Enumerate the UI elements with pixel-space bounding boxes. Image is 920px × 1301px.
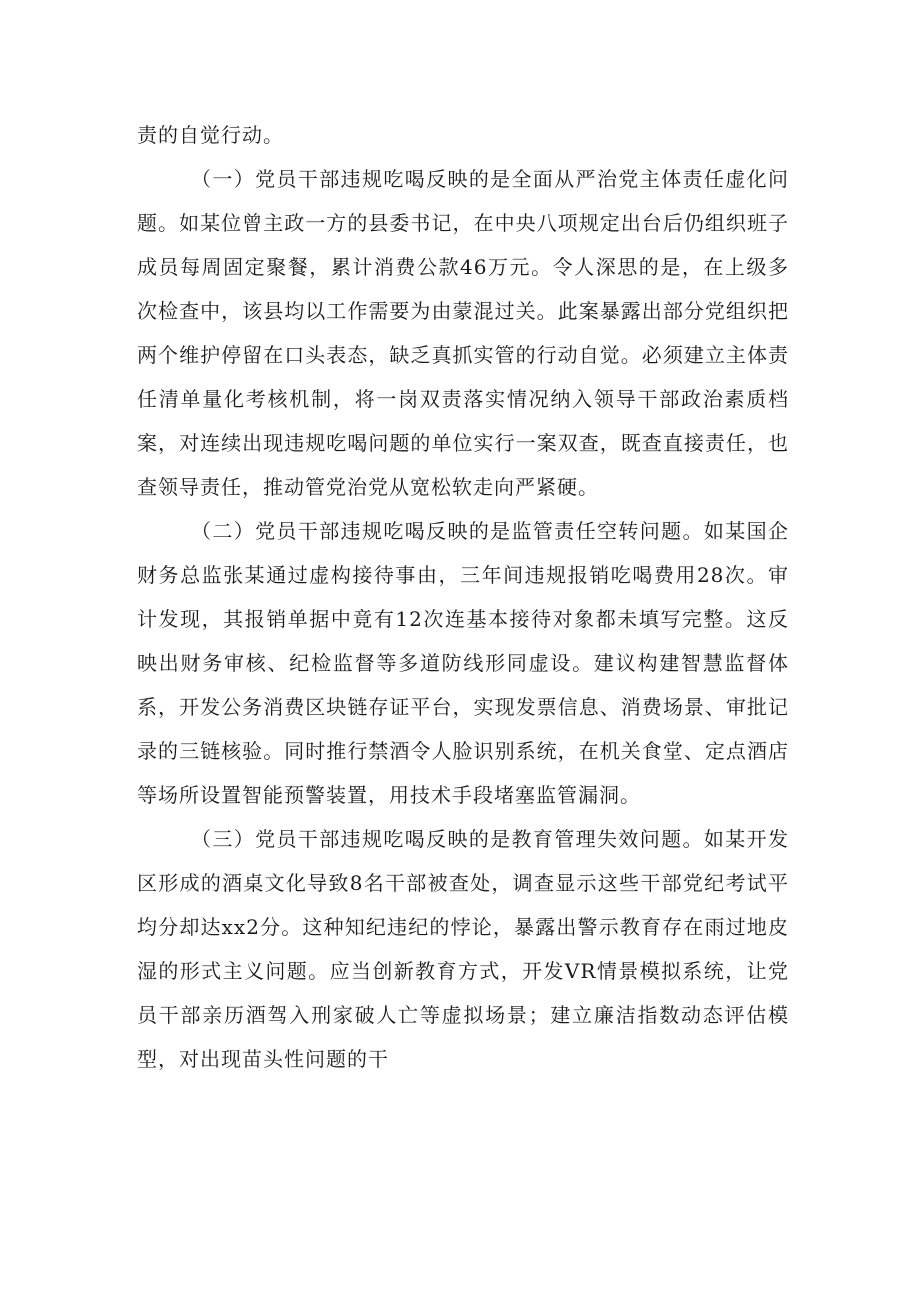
paragraph-section-one: （一）党员干部违规吃喝反映的是全面从严治党主体责任虚化问题。如某位曾主政一方的县委书记，在中央八项规定出台后仍组织班子成员每周固定聚餐，累计消费公款46万元。令人深思的是，在上级多次检查中，该县均以工作需要为由蒙混过关。此案暴露出部分党组织把两个维护停留在口头表态，缺乏真抓实管的行动自觉。必须建立主体责任清单量化考核机制，将一岗双责落实情况纳入领导干部政治素质档案，对连续出现违规吃喝问题的单位实行一案双查，既查直接责任，也查领导责任，推动管党治党从宽松软走向严紧硬。 [137, 167, 789, 499]
paragraph-section-two: （二）党员干部违规吃喝反映的是监管责任空转问题。如某国企财务总监张某通过虚构接待事由，三年间违规报销吃喝费用28次。审计发现，其报销单据中竟有12次连基本接待对象都未填写完整。这反映出财务审核、纪检监督等多道防线形同虚设。建议构建智慧监督体系，开发公务消费区块链存证平台，实现发票信息、消费场景、审批记录的三链核验。同时推行禁酒令人脸识别系统，在机关食堂、定点酒店等场所设置智能预警装置，用技术手段堵塞监管漏洞。 [137, 519, 789, 807]
paragraph-continuation: 责的自觉行动。 [137, 123, 284, 147]
paragraph-section-three: （三）党员干部违规吃喝反映的是教育管理失效问题。如某开发区形成的酒桌文化导致8名干部被查处，调查显示这些干部党纪考试平均分却达xx2分。这种知纪违纪的悖论，暴露出警示教育存在雨过地皮湿的形式主义问题。应当创新教育方式，开发VR情景模拟系统，让党员干部亲历酒驾入刑家破人亡等虚拟场景；建立廉洁指数动态评估模型，对出现苗头性问题的干 [137, 827, 789, 1071]
document-body [137, 113, 789, 1081]
